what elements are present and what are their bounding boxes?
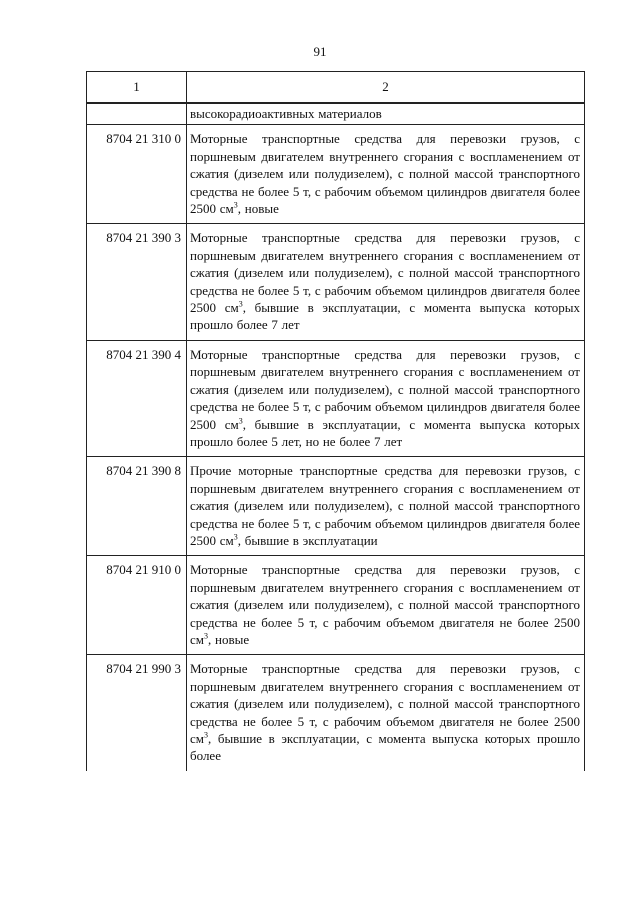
description-tail: , бывшие в эксплуатации, с момента выпуска которых прошло более — [190, 731, 580, 764]
description-text: Прочие моторные транспортные средства для перевозки грузов, с поршневым двигателем внутреннего сгорания с воспламенением от сжатия (дизелем или полудизелем), с полной массой транспортного средства не более 5 т, с рабочим объемом цилиндров двигателя более 2500 см — [190, 463, 580, 548]
page-number: 91 — [313, 44, 327, 59]
row-code: 8704 21 990 3 — [87, 655, 187, 771]
row-code — [87, 103, 187, 125]
table-row — [87, 340, 585, 456]
description-tail: , новые — [237, 201, 279, 217]
row-description — [187, 340, 585, 456]
description-tail: , бывшие в эксплуатации — [237, 532, 378, 548]
superscript: 3 — [238, 299, 243, 309]
table-row — [87, 457, 585, 556]
column-header-1: 1 — [87, 72, 187, 104]
superscript: 3 — [204, 631, 208, 641]
description-text: Моторные транспортные средства для перевозки грузов, с поршневым двигателем внутреннего сгорания с воспламенением от сжатия (дизелем или полудизелем), с полной массой транспортного средства не более 5 т, с рабочим объемом цилиндров двигателя более 2500 см — [190, 230, 580, 316]
row-code: 8704 21 390 8 — [87, 457, 187, 556]
tariff-table — [86, 71, 585, 771]
table-row — [87, 125, 585, 224]
description-text: Моторные транспортные средства для перевозки грузов, с поршневым двигателем внутреннего сгорания с воспламенением от сжатия (дизелем или полудизелем), с полной массой транспортного средства не более 5 т, с рабочим объемом двигателя не более 2500 см — [190, 562, 580, 647]
table-row — [87, 655, 585, 771]
superscript: 3 — [233, 200, 238, 210]
description-text: Моторные транспортные средства для перевозки грузов, с поршневым двигателем внутреннего сгорания с воспламенением от сжатия (дизелем или полудизелем), с полной массой транспортного средства не более 5 т, с рабочим объемом цилиндров двигателя более 2500 см — [190, 346, 580, 432]
row-code: 8704 21 910 0 — [87, 556, 187, 655]
row-description — [187, 556, 585, 655]
description-tail: , новые — [208, 631, 250, 647]
description-text: Моторные транспортные средства для перевозки грузов, с поршневым двигателем внутреннего сгорания с воспламенением от сжатия (дизелем или полудизелем), с полной массой транспортного средства не более 5 т, с рабочим объемом цилиндров двигателя более 2500 см — [190, 131, 580, 217]
column-header-2: 2 — [187, 72, 585, 104]
row-description — [187, 125, 585, 224]
table-row — [87, 103, 585, 125]
superscript: 3 — [204, 730, 208, 740]
row-code: 8704 21 390 3 — [87, 224, 187, 340]
table-row — [87, 224, 585, 340]
superscript: 3 — [233, 532, 238, 542]
description-tail: , бывшие в эксплуатации, с момента выпуска которых прошло более 7 лет — [190, 300, 581, 333]
row-code: 8704 21 390 4 — [87, 340, 187, 456]
description-tail: , бывшие в эксплуатации, с момента выпуска которых прошло более 5 лет, но не более 7 лет — [190, 416, 581, 449]
row-description — [187, 457, 585, 556]
superscript: 3 — [238, 416, 243, 426]
row-description: высокорадиоактивных материалов — [187, 103, 585, 125]
row-code: 8704 21 310 0 — [87, 125, 187, 224]
row-description — [187, 224, 585, 340]
table-header-row — [87, 72, 585, 104]
description-text: Моторные транспортные средства для перевозки грузов, с поршневым двигателем внутреннего сгорания с воспламенением от сжатия (дизелем или полудизелем), с полной массой транспортного средства не более 5 т, с рабочим объемом двигателя не более 2500 см — [190, 661, 580, 746]
row-description — [187, 655, 585, 771]
table-row — [87, 556, 585, 655]
